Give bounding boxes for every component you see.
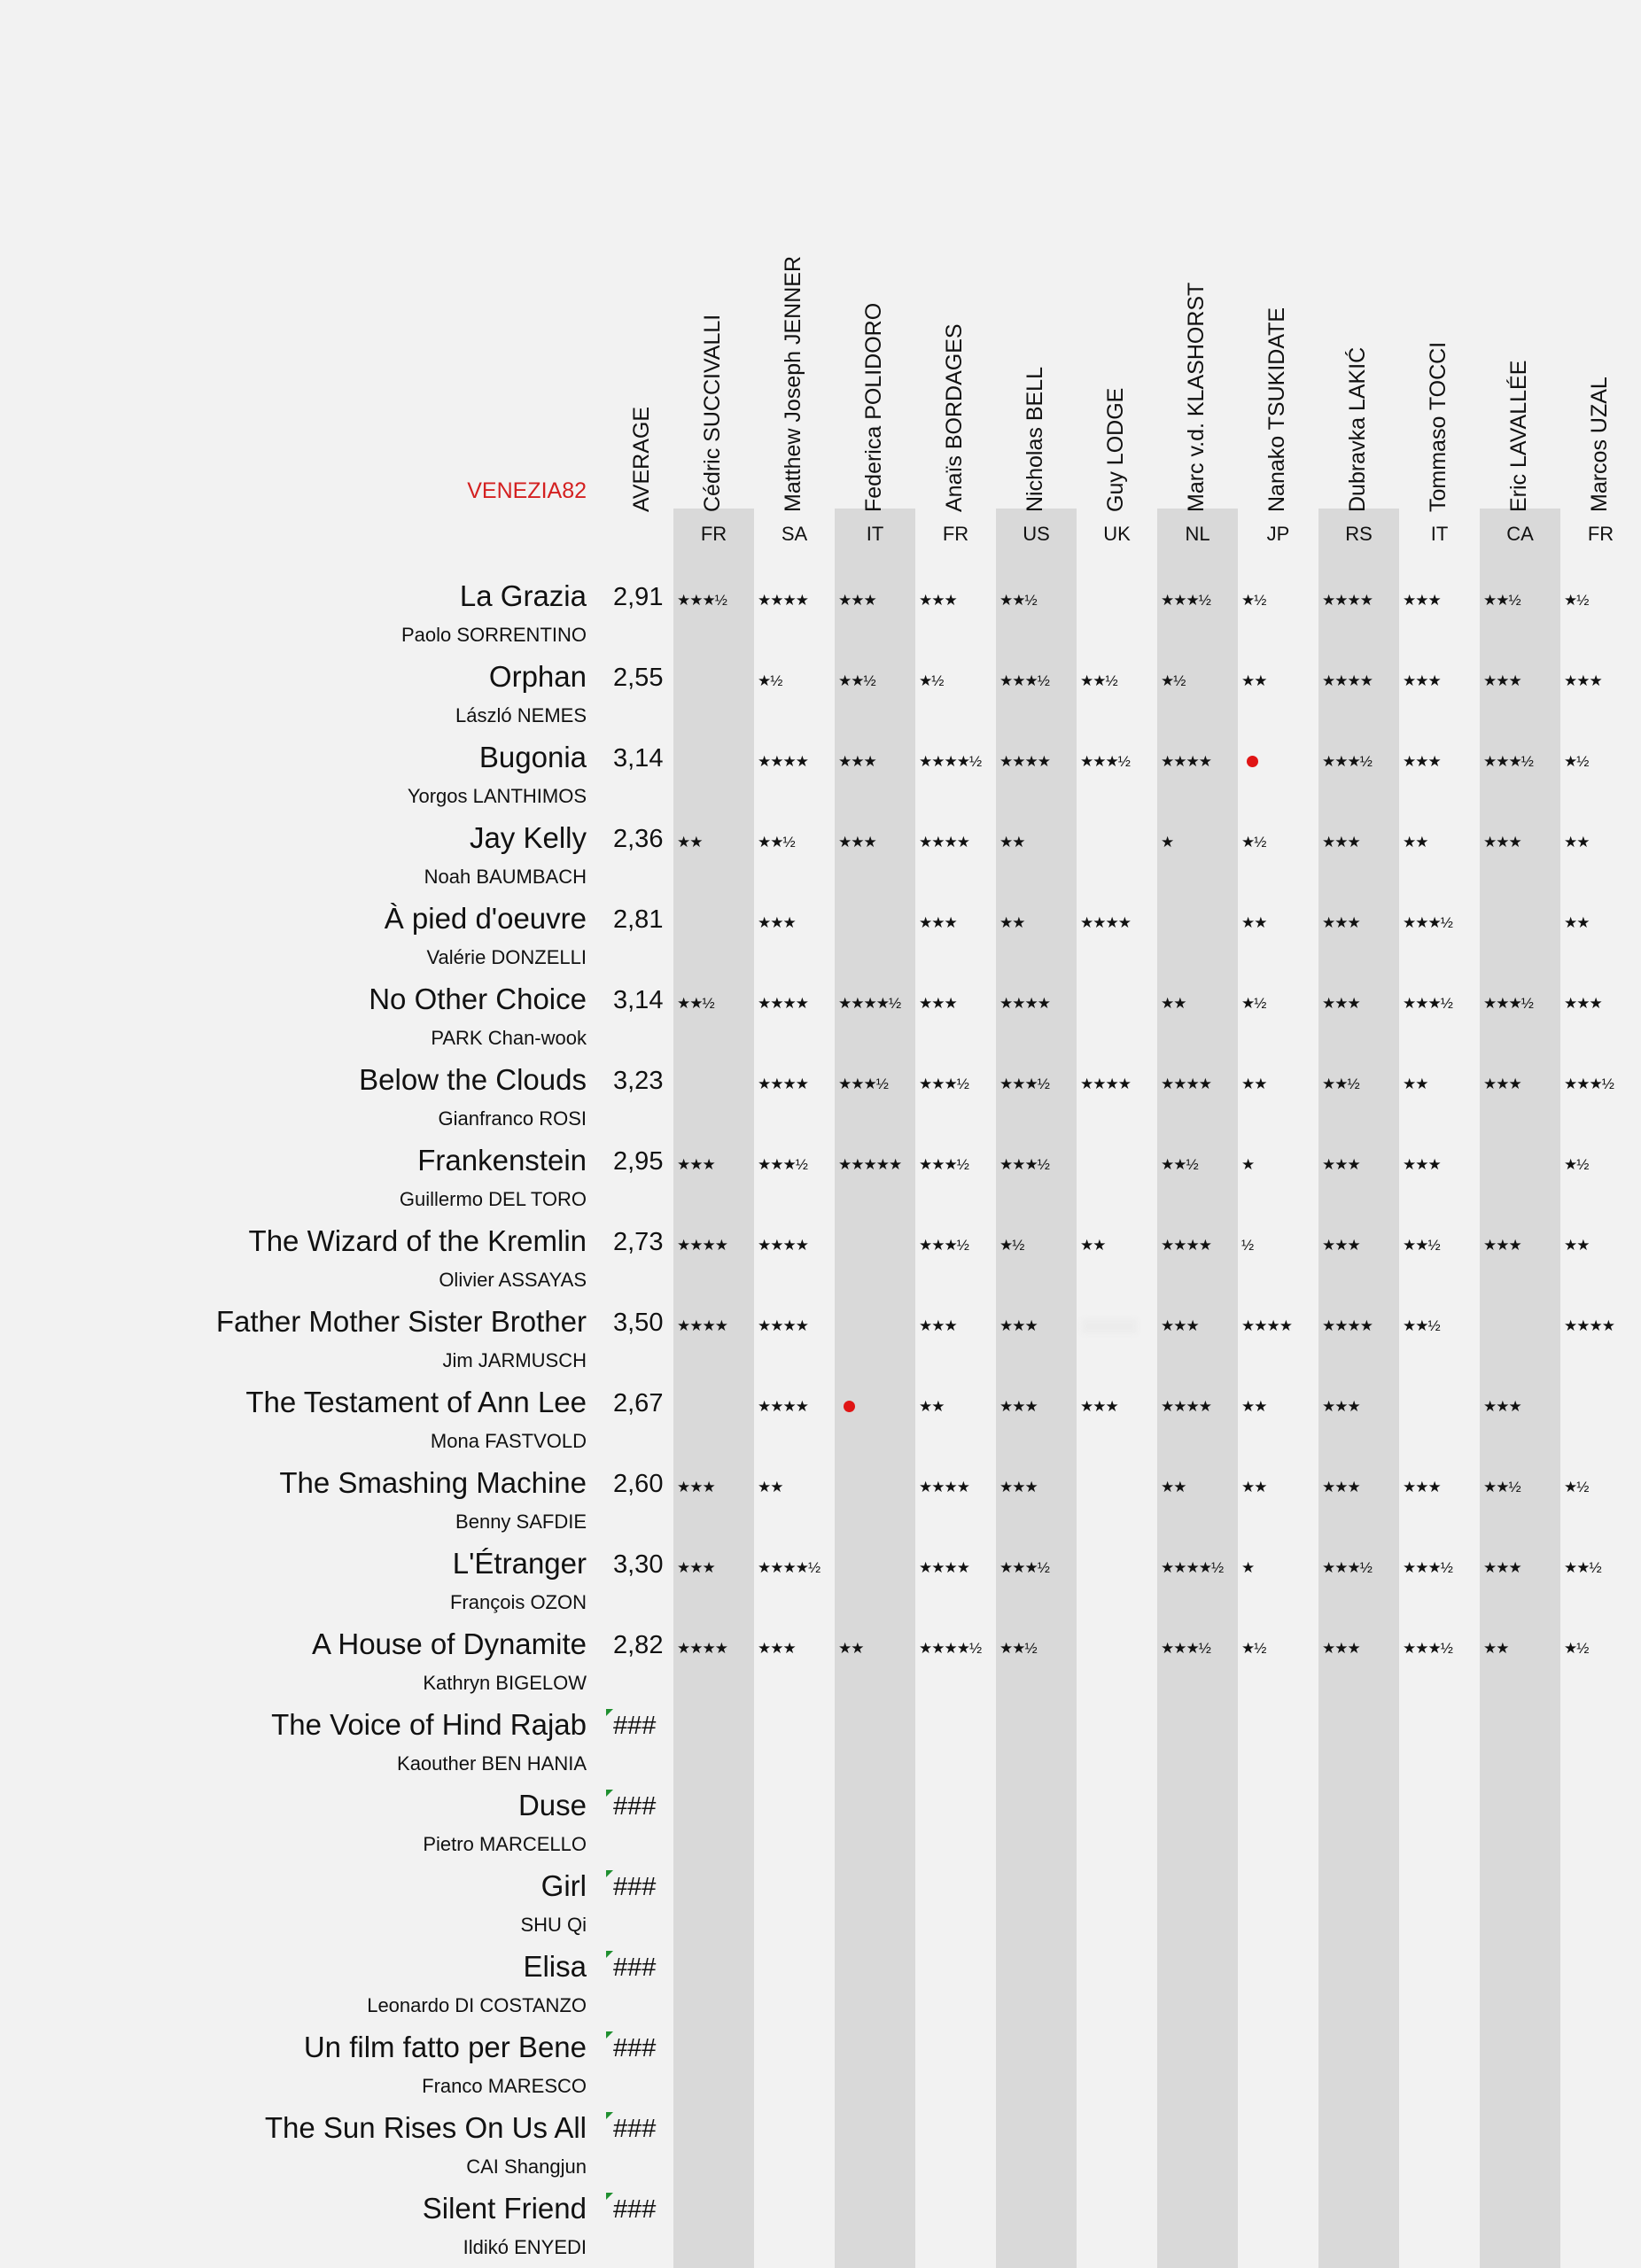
- film-average: 2,67: [613, 1389, 664, 1418]
- film-title: Girl: [541, 1869, 587, 1902]
- rating-stars: ★★: [1241, 914, 1267, 931]
- critic-country-code: CA: [1506, 523, 1534, 545]
- critic-column-shade: [1480, 509, 1560, 2268]
- critic-name-header: Federica POLIDORO: [861, 302, 886, 512]
- rating-stars: ★½: [1564, 1479, 1589, 1495]
- critic-country-code: IT: [866, 523, 884, 545]
- rating-stars: ★★: [1241, 1076, 1267, 1092]
- rating-stars: ★★½: [1403, 1317, 1440, 1334]
- film-director: Kaouther BEN HANIA: [397, 1752, 587, 1775]
- rating-stars: ★★★½: [1403, 1640, 1452, 1657]
- critic-column-shade: [673, 509, 754, 2268]
- rating-stars: ★★★½: [919, 1237, 968, 1254]
- rating-stars: ★★★: [919, 1317, 957, 1334]
- film-average: 3,14: [613, 744, 664, 773]
- film-title: Father Mother Sister Brother: [215, 1305, 587, 1338]
- rating-stars: ★★★: [1322, 1640, 1360, 1657]
- rating-stars: ★★½: [1483, 592, 1520, 609]
- film-director: Kathryn BIGELOW: [423, 1672, 587, 1694]
- rating-stars: ★½: [999, 1237, 1024, 1254]
- rating-stars: ★★★: [1483, 1076, 1521, 1092]
- average-header: AVERAGE: [629, 406, 654, 512]
- rating-stars: ★★★½: [1483, 753, 1533, 770]
- film-average: ###: [613, 1712, 657, 1740]
- rating-stars: ★★★: [1403, 1479, 1441, 1495]
- rating-stars: ★★★: [1564, 995, 1602, 1012]
- rating-stars: ★★★½: [1080, 753, 1130, 770]
- rating-stars: ★★★★: [999, 753, 1050, 770]
- film-director: László NEMES: [455, 704, 587, 726]
- comment-marker-icon: [606, 1870, 613, 1877]
- rating-stars: ★½: [1241, 995, 1266, 1012]
- blurred-rating: [1082, 1319, 1137, 1333]
- rating-stars: ★★★★: [1322, 592, 1373, 609]
- rating-stars: ★★★½: [1403, 995, 1452, 1012]
- rating-stars: ★★: [1161, 995, 1186, 1012]
- film-average: 2,60: [613, 1470, 664, 1498]
- rating-stars: ★★★½: [758, 1156, 807, 1173]
- film-title: The Sun Rises On Us All: [264, 2111, 587, 2144]
- rating-stars: ★★★: [999, 1479, 1038, 1495]
- film-title: Silent Friend: [422, 2192, 587, 2225]
- critic-country-code: US: [1023, 523, 1050, 545]
- film-director: Benny SAFDIE: [455, 1511, 587, 1533]
- rating-stars: ★★★: [1564, 672, 1602, 689]
- film-director: Leonardo DI COSTANZO: [367, 1994, 587, 2016]
- critic-column-shade: [996, 509, 1077, 2268]
- rating-stars: ★★★: [1080, 1398, 1118, 1415]
- film-title: The Smashing Machine: [279, 1466, 587, 1499]
- comment-marker-icon: [606, 1709, 613, 1716]
- rating-stars: ★★★: [1403, 1156, 1441, 1173]
- rating-stars: ★★½: [677, 995, 714, 1012]
- red-dot-icon: [1247, 756, 1258, 767]
- critic-column-shade: [1157, 509, 1238, 2268]
- rating-stars: ★★★: [758, 914, 796, 931]
- rating-stars: ★: [1241, 1559, 1255, 1576]
- film-average: 2,91: [613, 583, 664, 611]
- film-director: Guillermo DEL TORO: [399, 1188, 587, 1210]
- rating-stars: ★★★½: [1161, 1640, 1210, 1657]
- rating-stars: ★★★: [999, 1317, 1038, 1334]
- rating-stars: ★★: [1564, 834, 1590, 850]
- rating-stars: ★½: [1564, 1640, 1589, 1657]
- film-director: Paolo SORRENTINO: [401, 624, 587, 646]
- rating-stars: ★★½: [999, 592, 1037, 609]
- rating-stars: ★★: [1080, 1237, 1106, 1254]
- film-title: Bugonia: [478, 741, 587, 773]
- rating-stars: ★★★★: [677, 1237, 727, 1254]
- rating-stars: ★★★★: [677, 1317, 727, 1334]
- rating-stars: ★★★★: [919, 1479, 969, 1495]
- rating-stars: ★★★: [677, 1156, 715, 1173]
- film-average: 2,36: [613, 825, 664, 853]
- rating-stars: ★½: [1564, 1156, 1589, 1173]
- rating-stars: ★★: [1564, 1237, 1590, 1254]
- rating-stars: ★★½: [1322, 1076, 1359, 1092]
- rating-stars: ★★★★½: [919, 753, 982, 770]
- rating-stars: ★★★: [1322, 834, 1360, 850]
- rating-stars: ★★★★: [758, 1237, 808, 1254]
- rating-stars: ★★★★: [999, 995, 1050, 1012]
- rating-stars: ★★★½: [1403, 914, 1452, 931]
- rating-stars: ★★★: [1483, 834, 1521, 850]
- rating-stars: ★★½: [758, 834, 795, 850]
- rating-stars: ★★★: [1483, 1398, 1521, 1415]
- film-average: ###: [613, 1873, 657, 1901]
- rating-stars: ★½: [1241, 592, 1266, 609]
- film-title: The Voice of Hind Rajab: [271, 1708, 587, 1741]
- rating-stars: ★★★: [999, 1398, 1038, 1415]
- rating-stars: ★★★: [1322, 914, 1360, 931]
- rating-stars: ★★★: [919, 914, 957, 931]
- red-dot-icon: [844, 1401, 855, 1412]
- film-title: L'Étranger: [452, 1547, 587, 1580]
- rating-stars: ★★★★: [919, 834, 969, 850]
- rating-stars: ★★½: [1080, 672, 1117, 689]
- critic-name-header: Cédric SUCCIVALLI: [700, 314, 725, 512]
- rating-stars: ★★★½: [1403, 1559, 1452, 1576]
- comment-marker-icon: [606, 2031, 613, 2039]
- film-title: Frankenstein: [417, 1144, 587, 1177]
- rating-stars: ★★★½: [677, 592, 727, 609]
- rating-stars: ★: [1161, 834, 1174, 850]
- rating-stars: ★★½: [999, 1640, 1037, 1657]
- film-director: Valérie DONZELLI: [426, 946, 587, 968]
- rating-stars: ★★★★: [1322, 1317, 1373, 1334]
- critic-country-code: IT: [1430, 523, 1449, 545]
- rating-stars: ★★★: [1483, 1559, 1521, 1576]
- rating-stars: ★★★★: [1161, 1398, 1211, 1415]
- rating-stars: ★★★: [838, 753, 876, 770]
- rating-stars: ★★: [999, 834, 1025, 850]
- rating-stars: ★★★: [919, 592, 957, 609]
- critic-name-header: Eric LAVALLÉE: [1506, 360, 1531, 512]
- rating-stars: ★★★: [677, 1479, 715, 1495]
- rating-stars: ★★★★: [1161, 1237, 1211, 1254]
- critic-column-shade: [835, 509, 915, 2268]
- rating-stars: ★★★: [1322, 1398, 1360, 1415]
- critic-name-header: Tommaso TOCCI: [1426, 341, 1450, 512]
- rating-stars: ★★: [1241, 672, 1267, 689]
- rating-stars: ★★★: [677, 1559, 715, 1576]
- critic-name-header: Matthew Joseph JENNER: [781, 255, 805, 512]
- rating-stars: ★★: [1241, 1479, 1267, 1495]
- critic-name-header: Marcos UZAL: [1587, 377, 1612, 512]
- film-director: Yorgos LANTHIMOS: [407, 785, 587, 807]
- rating-stars: ★★★: [1322, 1156, 1360, 1173]
- rating-stars: ★★★★: [677, 1640, 727, 1657]
- film-director: PARK Chan-wook: [431, 1027, 587, 1049]
- rating-stars: ★★★: [1483, 672, 1521, 689]
- rating-stars: ★★: [1241, 1398, 1267, 1415]
- film-director: Mona FASTVOLD: [430, 1430, 587, 1452]
- critic-country-code: FR: [942, 523, 969, 545]
- film-average: 3,14: [613, 986, 664, 1014]
- rating-stars: ★★: [1564, 914, 1590, 931]
- rating-stars: ★★★★½: [838, 995, 901, 1012]
- film-average: 2,73: [613, 1228, 664, 1256]
- rating-stars: ★★★: [1322, 995, 1360, 1012]
- rating-stars: ★★★★: [1241, 1317, 1292, 1334]
- rating-stars: ★★★½: [999, 1156, 1049, 1173]
- rating-stars: ★★★: [838, 592, 876, 609]
- rating-stars: ★★½: [1403, 1237, 1440, 1254]
- rating-stars: ★★★★: [758, 753, 808, 770]
- rating-stars: ★★★★: [1161, 753, 1211, 770]
- rating-stars: ★½: [1241, 1640, 1266, 1657]
- film-title: Elisa: [523, 1950, 587, 1983]
- rating-stars: ★★★★: [1564, 1317, 1614, 1334]
- film-average: ###: [613, 2034, 657, 2062]
- film-title: La Grazia: [459, 579, 587, 612]
- critic-country-code: RS: [1345, 523, 1373, 545]
- rating-stars: ★★★½: [999, 1076, 1049, 1092]
- film-director: Franco MARESCO: [422, 2075, 587, 2097]
- critic-country-code: FR: [1587, 523, 1614, 545]
- film-title: Duse: [517, 1789, 587, 1821]
- rating-stars: ★★★½: [1322, 1559, 1372, 1576]
- rating-stars: ★★★½: [999, 1559, 1049, 1576]
- rating-stars: ★★★★: [758, 1317, 808, 1334]
- rating-stars: ★★★★½: [1161, 1559, 1224, 1576]
- critic-name-header: Marc v.d. KLASHORST: [1184, 282, 1209, 512]
- rating-stars: ★★★½: [838, 1076, 888, 1092]
- rating-stars: ★½: [1564, 592, 1589, 609]
- comment-marker-icon: [606, 2112, 613, 2119]
- rating-stars: ★★½: [1483, 1479, 1520, 1495]
- rating-stars: ★★: [1161, 1479, 1186, 1495]
- rating-stars: ★★★½: [919, 1156, 968, 1173]
- film-title: Orphan: [488, 660, 587, 693]
- film-average: 3,23: [613, 1067, 664, 1095]
- rating-stars: ★★: [1483, 1640, 1509, 1657]
- rating-stars: ★★: [1403, 834, 1428, 850]
- critic-name-header: Anaïs BORDAGES: [942, 323, 967, 512]
- film-average: 2,95: [613, 1147, 664, 1176]
- critic-name-header: Nicholas BELL: [1023, 367, 1047, 512]
- critic-country-code: NL: [1185, 523, 1210, 545]
- rating-stars: ★★★: [1403, 672, 1441, 689]
- rating-stars: ★★★: [1403, 753, 1441, 770]
- rating-stars: ★★★★½: [919, 1640, 982, 1657]
- rating-stars: ★★: [677, 834, 703, 850]
- rating-stars: ★★★★: [1080, 1076, 1131, 1092]
- rating-stars: ★★★★: [758, 995, 808, 1012]
- film-director: François OZON: [449, 1591, 587, 1613]
- rating-stars: ★★: [758, 1479, 783, 1495]
- rating-stars: ★★½: [1161, 1156, 1198, 1173]
- rating-stars: ★★★: [1403, 592, 1441, 609]
- comment-marker-icon: [606, 1951, 613, 1958]
- rating-stars: ★★★★: [758, 1076, 808, 1092]
- film-title: Jay Kelly: [469, 821, 587, 854]
- film-average: 2,82: [613, 1631, 664, 1659]
- critic-name-header: Guy LODGE: [1103, 387, 1128, 512]
- rating-stars: ★★★★: [1080, 914, 1131, 931]
- film-title: Below the Clouds: [359, 1063, 587, 1096]
- film-average: ###: [613, 2195, 657, 2224]
- critic-country-code: SA: [781, 523, 808, 545]
- film-director: Pietro MARCELLO: [423, 1833, 587, 1855]
- rating-stars: ½: [1241, 1237, 1254, 1254]
- film-average: ###: [613, 2115, 657, 2143]
- rating-stars: ★★½: [1564, 1559, 1601, 1576]
- rating-stars: ★★: [999, 914, 1025, 931]
- critic-name-header: Nanako TSUKIDATE: [1264, 307, 1289, 512]
- rating-stars: ★★: [919, 1398, 945, 1415]
- film-director: Ildikó ENYEDI: [463, 2236, 587, 2258]
- film-title: Un film fatto per Bene: [303, 2031, 587, 2063]
- film-average: 2,81: [613, 905, 664, 934]
- film-average: 3,30: [613, 1550, 664, 1579]
- film-title: The Testament of Ann Lee: [245, 1386, 587, 1418]
- comment-marker-icon: [606, 1790, 613, 1797]
- rating-stars: ★: [1241, 1156, 1255, 1173]
- film-title: The Wizard of the Kremlin: [248, 1224, 587, 1257]
- critic-country-code: FR: [700, 523, 727, 545]
- festival-brand: VENEZIA82: [467, 478, 587, 503]
- rating-stars: ★★★: [1322, 1237, 1360, 1254]
- film-director: Gianfranco ROSI: [438, 1107, 587, 1130]
- rating-stars: ★★★: [1161, 1317, 1199, 1334]
- rating-stars: ★★★★: [1161, 1076, 1211, 1092]
- rating-stars: ★★★★: [758, 592, 808, 609]
- rating-stars: ★★★½: [919, 1076, 968, 1092]
- critic-country-code: JP: [1266, 523, 1290, 545]
- critic-column-shade: [1318, 509, 1399, 2268]
- comment-marker-icon: [606, 2193, 613, 2200]
- rating-stars: ★★★★: [1322, 672, 1373, 689]
- film-title: À pied d'oeuvre: [384, 902, 587, 935]
- rating-stars: ★★★½: [1483, 995, 1533, 1012]
- film-director: Noah BAUMBACH: [424, 866, 587, 888]
- rating-stars: ★★★★½: [758, 1559, 820, 1576]
- rating-stars: ★★★½: [999, 672, 1049, 689]
- film-title: A House of Dynamite: [312, 1627, 587, 1660]
- critic-name-header: Dubravka LAKIĆ: [1345, 346, 1370, 512]
- critic-country-code: UK: [1103, 523, 1131, 545]
- rating-stars: ★½: [1161, 672, 1186, 689]
- rating-stars: ★½: [1564, 753, 1589, 770]
- film-director: Olivier ASSAYAS: [439, 1269, 587, 1291]
- rating-stars: ★★★: [1483, 1237, 1521, 1254]
- film-average: 3,50: [613, 1309, 664, 1337]
- rating-stars: ★★★½: [1564, 1076, 1614, 1092]
- film-title: No Other Choice: [369, 983, 587, 1015]
- rating-stars: ★½: [919, 672, 944, 689]
- rating-stars: ★½: [1241, 834, 1266, 850]
- rating-stars: ★★: [1403, 1076, 1428, 1092]
- rating-stars: ★½: [758, 672, 782, 689]
- rating-stars: ★★★: [758, 1640, 796, 1657]
- film-average: 2,55: [613, 664, 664, 692]
- film-average: ###: [613, 1953, 657, 1982]
- rating-stars: ★★★½: [1161, 592, 1210, 609]
- film-average: ###: [613, 1792, 657, 1821]
- rating-stars: ★★★½: [1322, 753, 1372, 770]
- rating-stars: ★★½: [838, 672, 875, 689]
- rating-stars: ★★★★★: [838, 1156, 902, 1173]
- rating-stars: ★★★: [838, 834, 876, 850]
- film-director: CAI Shangjun: [466, 2155, 587, 2178]
- rating-stars: ★★★★: [919, 1559, 969, 1576]
- rating-stars: ★★: [838, 1640, 864, 1657]
- film-director: Jim JARMUSCH: [442, 1349, 587, 1371]
- film-director: SHU Qi: [520, 1914, 587, 1936]
- rating-stars: ★★★: [919, 995, 957, 1012]
- rating-stars: ★★★★: [758, 1398, 808, 1415]
- rating-stars: ★★★: [1322, 1479, 1360, 1495]
